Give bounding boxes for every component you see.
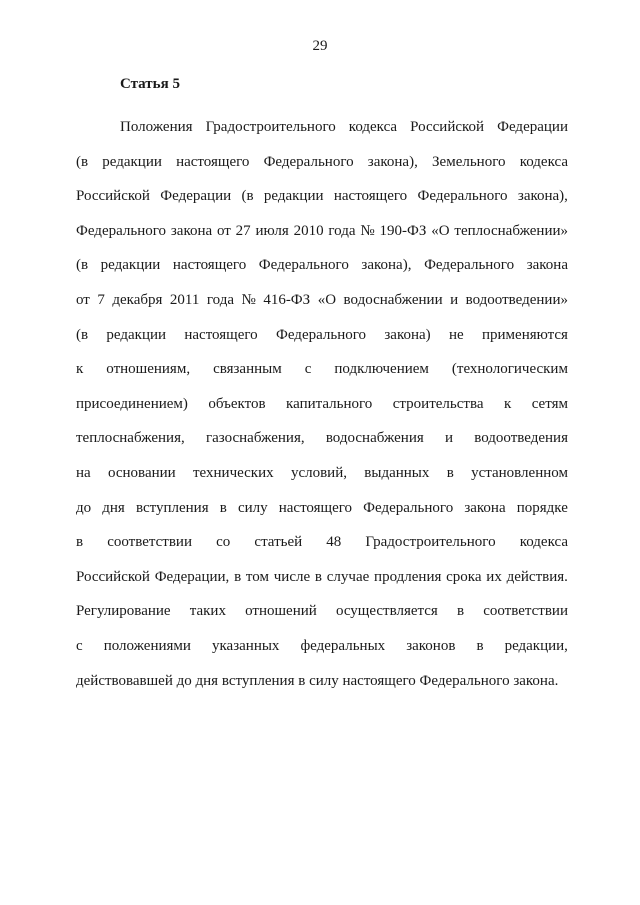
- text-line: Регулирование таких отношений осуществляется в соответствии: [76, 603, 568, 620]
- text-line: Российской Федерации, в том числе в случае продления срока их действия.: [76, 568, 568, 585]
- text-line: Федерального закона от 27 июля 2010 года № 190-ФЗ «О теплоснабжении»: [76, 222, 568, 239]
- text-line: действовавшей до дня вступления в силу настоящего Федерального закона.: [76, 672, 559, 689]
- text-line: с положениями указанных федеральных законов в редакции,: [76, 637, 568, 654]
- text-line: от 7 декабря 2011 года № 416-ФЗ «О водоснабжении и водоотведении»: [76, 291, 568, 308]
- article-title: Статья 5: [120, 76, 180, 92]
- text-line: в соответствии со статьей 48 Градостроительного кодекса: [76, 534, 568, 551]
- text-line: (в редакции настоящего Федерального закона), Федерального закона: [76, 257, 568, 274]
- text-line: теплоснабжения, газоснабжения, водоснабжения и водоотведения: [76, 430, 568, 447]
- text-line: (в редакции настоящего Федерального закона), Земельного кодекса: [76, 153, 568, 170]
- text-line: до дня вступления в силу настоящего Федерального закона порядке: [76, 499, 568, 516]
- text-line: (в редакции настоящего Федерального закона) не применяются: [76, 326, 568, 343]
- page-number: 29: [312, 38, 328, 54]
- text-line: к отношениям, связанным с подключением (технологическим: [76, 361, 568, 378]
- article-body: [76, 110, 568, 698]
- text-line: присоединением) объектов капитального строительства к сетям: [76, 395, 568, 412]
- text-line: на основании технических условий, выданных в установленном: [76, 464, 568, 481]
- text-line: Российской Федерации (в редакции настоящего Федерального закона),: [76, 188, 568, 205]
- text-line: Положения Градостроительного кодекса Российской Федерации: [120, 119, 568, 135]
